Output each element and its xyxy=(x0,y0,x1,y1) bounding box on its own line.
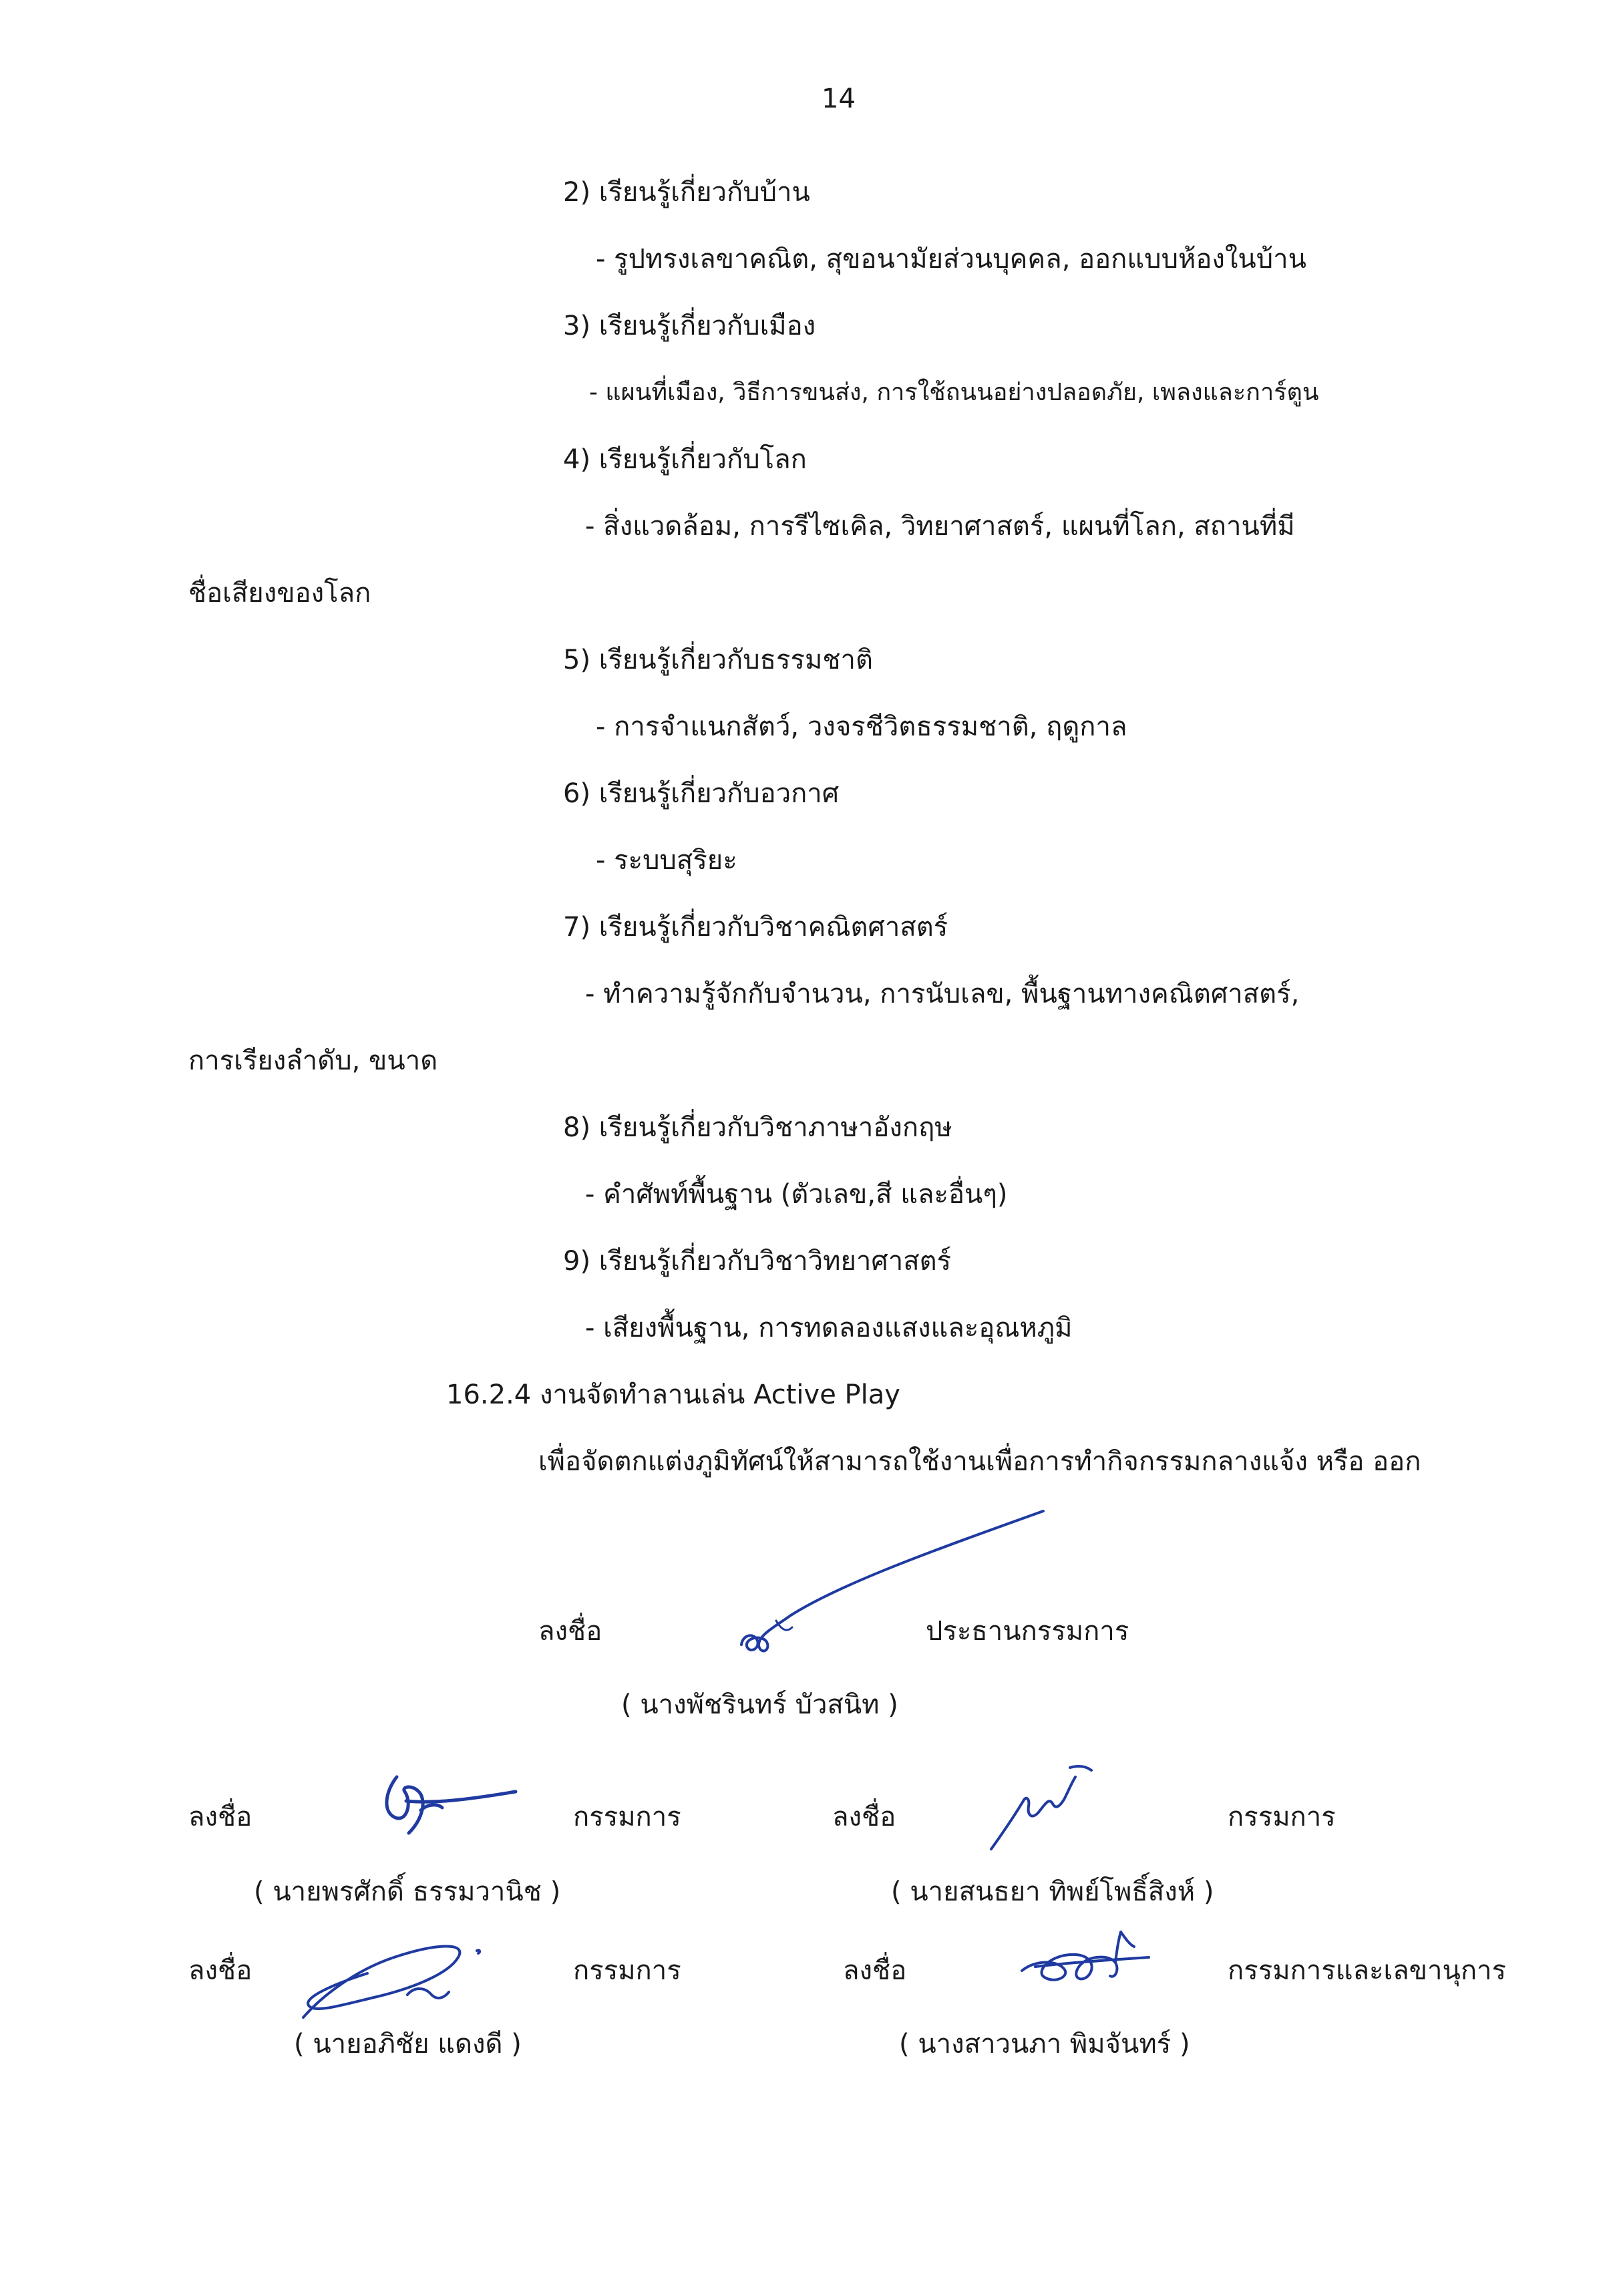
item-heading: 8) เรียนรู้เกี่ยวกับวิชาภาษาอังกฤษ xyxy=(563,1112,952,1143)
signer-name: ( นายอภิชัย แดงดี ) xyxy=(294,2029,522,2060)
sign-label: ลงชื่อ xyxy=(188,1955,252,1986)
sign-label: ลงชื่อ xyxy=(538,1616,602,1647)
item-heading: 5) เรียนรู้เกี่ยวกับธรรมชาติ xyxy=(563,645,873,675)
signer-name: ( นางพัชรินทร์ บัวสนิท ) xyxy=(621,1689,898,1720)
item-heading: 7) เรียนรู้เกี่ยวกับวิชาคณิตศาสตร์ xyxy=(563,912,948,943)
item-heading: 6) เรียนรู้เกี่ยวกับอวกาศ xyxy=(563,778,840,809)
signer-role: กรรมการ xyxy=(573,1802,681,1832)
page-number: 14 xyxy=(822,84,856,114)
signer-name: ( นายพรศักดิ์ ธรรมวานิช ) xyxy=(254,1876,561,1907)
item-detail: - ระบบสุริยะ xyxy=(596,845,737,876)
item-detail: - คำศัพท์พื้นฐาน (ตัวเลข,สี และอื่นๆ) xyxy=(585,1179,1008,1210)
signer-name: ( นายสนธยา ทิพย์โพธิ์สิงห์ ) xyxy=(891,1876,1214,1907)
item-detail: - ทำความรู้จักกับจำนวน, การนับเลข, พื้นฐานทางคณิตศาสตร์, xyxy=(585,979,1300,1009)
secretary-signature xyxy=(1015,1924,1169,1997)
member2-signature xyxy=(982,1757,1129,1857)
section-title: 16.2.4 งานจัดทำลานเล่น Active Play xyxy=(446,1379,900,1410)
item-heading: 2) เรียนรู้เกี่ยวกับบ้าน xyxy=(563,177,810,208)
item-heading: 3) เรียนรู้เกี่ยวกับเมือง xyxy=(563,311,816,341)
item-heading: 4) เรียนรู้เกี่ยวกับโลก xyxy=(563,444,807,475)
item-detail-continuation: ชื่อเสียงของโลก xyxy=(188,578,371,609)
signer-name: ( นางสาวนภา พิมจันทร์ ) xyxy=(899,2029,1190,2060)
sign-label: ลงชื่อ xyxy=(843,1955,907,1986)
item-detail: - สิ่งแวดล้อม, การรีไซเคิล, วิทยาศาสตร์, แผนที่โลก, สถานที่มี xyxy=(585,511,1295,542)
item-detail: - การจำแนกสัตว์, วงจรชีวิตธรรมชาติ, ฤดูกาล xyxy=(596,711,1127,742)
signer-role: กรรมการ xyxy=(573,1955,681,1986)
sign-label: ลงชื่อ xyxy=(832,1802,896,1832)
item-detail: - แผนที่เมือง, วิธีการขนส่ง, การใช้ถนนอย่างปลอดภัย, เพลงและการ์ตูน xyxy=(589,379,1319,406)
member3-signature xyxy=(294,1931,494,2031)
section-body: เพื่อจัดตกแต่งภูมิทัศน์ให้สามารถใช้งานเพื่อการทำกิจกรรมกลางแจ้ง หรือ ออก xyxy=(538,1446,1421,1477)
item-detail-continuation: การเรียงลำดับ, ขนาด xyxy=(188,1045,438,1076)
sign-label: ลงชื่อ xyxy=(188,1802,252,1832)
signer-role: ประธานกรรมการ xyxy=(926,1616,1129,1647)
member1-signature xyxy=(374,1764,534,1850)
item-detail: - เสียงพื้นฐาน, การทดลองแสงและอุณหภูมิ xyxy=(585,1313,1073,1343)
item-heading: 9) เรียนรู้เกี่ยวกับวิชาวิทยาศาสตร์ xyxy=(563,1246,952,1277)
item-detail: - รูปทรงเลขาคณิต, สุขอนามัยส่วนบุคคล, ออกแบบห้องในบ้าน xyxy=(596,244,1306,275)
signer-role: กรรมการและเลขานุการ xyxy=(1228,1955,1506,1986)
signer-role: กรรมการ xyxy=(1228,1802,1336,1832)
